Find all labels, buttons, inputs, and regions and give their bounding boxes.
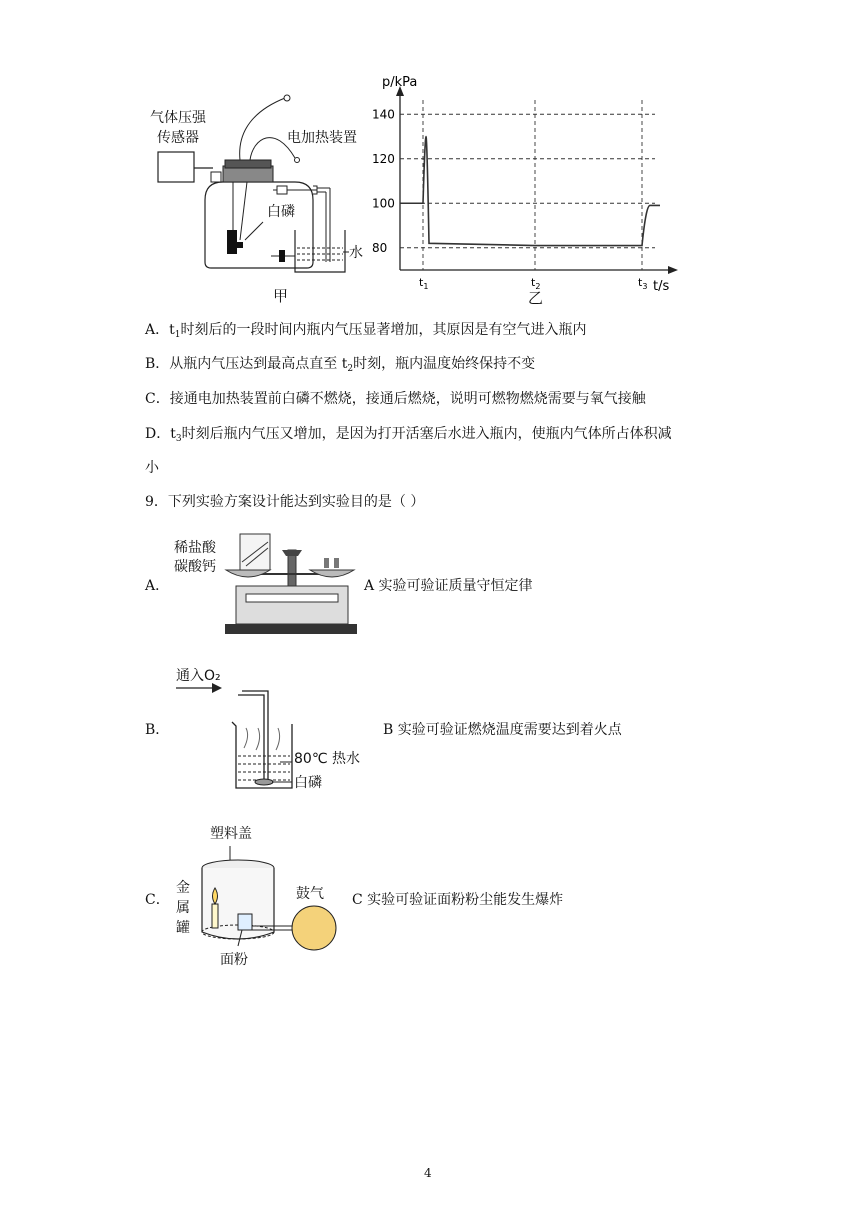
- q8-option-d: D．$t_3$时刻后瓶内气压又增加，是因为打开活塞后水进入瓶内，使瓶内气体所占体积减: [145, 426, 672, 444]
- label-metal-can-1: 金: [176, 880, 190, 896]
- label-calcium-carbonate: 碳酸钙: [174, 559, 216, 575]
- q9-option-c-text: C 实验可验证面粉粉尘能发生爆炸: [352, 892, 564, 908]
- y-tick-label: 100: [372, 196, 395, 211]
- label-plastic-lid: 塑料盖: [210, 826, 252, 842]
- label-flour: 面粉: [220, 952, 248, 968]
- water-label: 水: [349, 245, 363, 261]
- q8-option-d-line2: 小: [145, 460, 159, 476]
- page-number: 4: [424, 1166, 432, 1180]
- label-metal-can-3: 罐: [176, 920, 190, 936]
- y-tick-label: 80: [372, 240, 388, 255]
- x-tick-label: $t_2$: [531, 276, 541, 291]
- q8-option-b: B．从瓶内气压达到最高点直至 $t_2$时刻，瓶内温度始终保持不变: [145, 356, 536, 374]
- x-tick-label: $t_1$: [419, 276, 429, 291]
- y-axis-label: p/kPa: [382, 75, 418, 90]
- figure-yi-caption: 乙: [528, 289, 544, 307]
- q8-option-a: A．$t_1$时刻后的一段时间内瓶内气压显著增加，其原因是有空气进入瓶内: [145, 322, 587, 340]
- label-hydrochloric-acid: 稀盐酸: [174, 540, 216, 556]
- x-tick-label: $t_3$: [638, 276, 648, 291]
- figure-jia-caption: 甲: [273, 287, 289, 305]
- figure-jia: [145, 90, 375, 310]
- sensor-label-line1: 气体压强: [150, 110, 206, 126]
- balance-figure: [170, 528, 360, 636]
- series-line: [400, 137, 660, 246]
- figure-yi: [370, 70, 690, 315]
- label-oxygen-inlet: 通入O₂: [176, 668, 221, 684]
- y-tick-label: 120: [372, 151, 395, 166]
- can-figure: [172, 824, 342, 980]
- q9-option-b-text: B 实验可验证燃烧温度需要达到着火点: [383, 722, 622, 738]
- y-tick-label: 140: [372, 107, 395, 122]
- q9-option-b-letter: B．: [145, 722, 170, 738]
- q9-option-a-text: A 实验可验证质量守恒定律: [364, 578, 533, 594]
- label-white-phosphorus: 白磷: [294, 775, 322, 791]
- q9-option-a-letter: A．: [145, 578, 170, 594]
- label-blow-air: 鼓气: [296, 886, 324, 902]
- q9-stem: 9．下列实验方案设计能达到实验目的是（ ）: [145, 494, 425, 510]
- phosphorus-label: 白磷: [267, 204, 295, 220]
- heater-label: 电加热装置: [287, 130, 357, 146]
- x-axis-arrow: [668, 266, 678, 274]
- q8-option-c: C．接通电加热装置前白磷不燃烧，接通后燃烧，说明可燃物燃烧需要与氧气接触: [145, 391, 646, 407]
- q9-option-c-letter: C．: [145, 892, 170, 908]
- label-hot-water: 80℃ 热水: [294, 751, 360, 767]
- x-axis-label: t/s: [653, 279, 670, 294]
- label-metal-can-2: 属: [176, 900, 190, 916]
- sensor-label-line2: 传感器: [157, 130, 199, 146]
- beaker-figure: [172, 666, 360, 794]
- pressure-chart: [370, 70, 690, 315]
